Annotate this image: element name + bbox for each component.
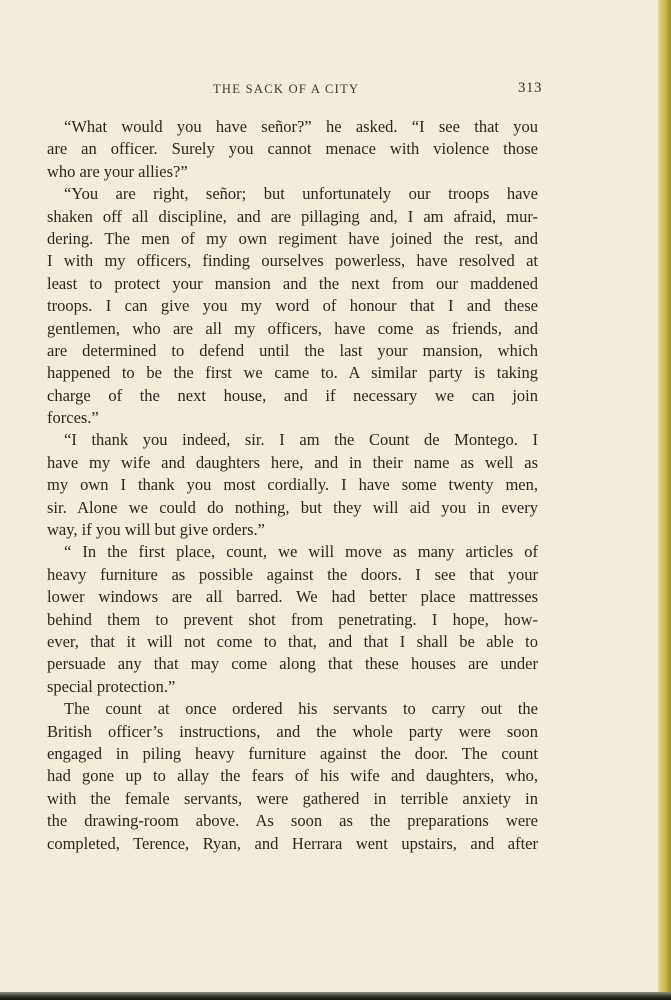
text-line: dering. The men of my own regiment have joined the rest, and	[47, 228, 538, 248]
page-number: 313	[518, 80, 542, 96]
running-header	[205, 80, 542, 100]
text-line: lower windows are all barred. We had better place mattresses	[47, 587, 538, 607]
text-line: way, if you will but give orders.”	[47, 520, 265, 540]
text-line: engaged in piling heavy furniture against the door. The count	[47, 743, 538, 763]
text-line: “I thank you indeed, sir. I am the Count de Montego. I	[64, 430, 538, 450]
page-edge-right	[658, 0, 671, 1000]
text-line: my own I thank you most cordially. I have some twenty men,	[47, 475, 538, 495]
text-line: ever, that it will not come to that, and that I shall be able to	[47, 631, 538, 651]
text-line: “ In the first place, count, we will move as many articles of	[64, 542, 538, 562]
text-line: the drawing-room above. As soon as the preparations were	[47, 811, 538, 831]
text-line: had gone up to allay the fears of his wife and daughters, who,	[47, 766, 538, 786]
text-line: special protection.”	[47, 676, 176, 696]
text-line: British officer’s instructions, and the whole party were soon	[47, 721, 538, 741]
text-line: behind them to prevent shot from penetrating. I hope, how-	[47, 609, 538, 629]
running-title: THE SACK OF A CITY	[213, 82, 360, 96]
text-line: happened to be the first we came to. A similar party is taking	[47, 363, 538, 383]
text-line: least to protect your mansion and the next from our maddened	[47, 273, 538, 293]
text-line: “You are right, señor; but unfortunately our troops have	[64, 184, 538, 204]
page-edge-bottom	[0, 992, 671, 1000]
text-line: The count at once ordered his servants to carry out the	[64, 699, 538, 719]
body-text	[47, 116, 538, 855]
text-line: I with my officers, finding ourselves powerless, have resolved at	[47, 251, 538, 271]
text-line: troops. I can give you my word of honour that I and these	[47, 296, 538, 316]
text-line: with the female servants, were gathered in terrible anxiety in	[47, 788, 538, 808]
text-line: charge of the next house, and if necessary we can join	[47, 385, 538, 405]
text-line: forces.”	[47, 408, 99, 428]
text-line: are determined to defend until the last your mansion, which	[47, 340, 538, 360]
text-line: “What would you have señor?” he asked. “I see that you	[64, 117, 538, 136]
text-line: heavy furniture as possible against the doors. I see that your	[47, 564, 538, 584]
text-line: have my wife and daughters here, and in their name as well as	[47, 452, 538, 472]
text-line: persuade any that may come along that these houses are under	[47, 654, 538, 674]
text-line: are an officer. Surely you cannot menace with violence those	[47, 139, 538, 159]
text-line: completed, Terence, Ryan, and Herrara went upstairs, and after	[47, 833, 538, 853]
text-line: sir. Alone we could do nothing, but they will aid you in every	[47, 497, 538, 517]
text-line: gentlemen, who are all my officers, have come as friends, and	[47, 318, 538, 338]
text-line: who are your allies?”	[47, 161, 188, 181]
text-line: shaken off all discipline, and are pillaging and, I am afraid, mur-	[47, 206, 538, 226]
